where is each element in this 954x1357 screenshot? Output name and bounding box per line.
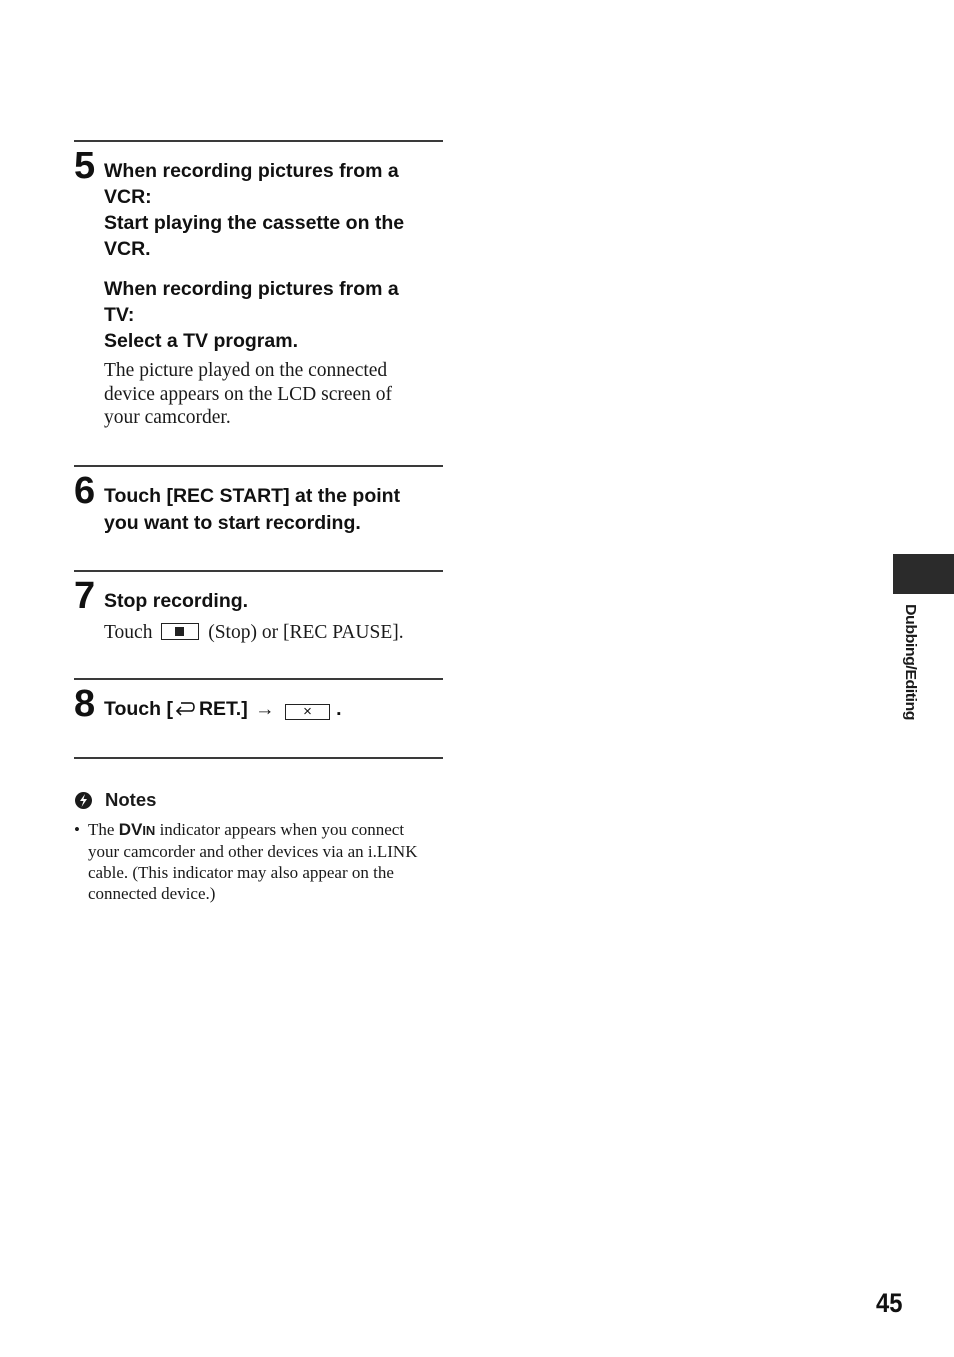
dv-in-indicator-icon: DVIN [118, 820, 156, 839]
step-6-body [104, 483, 443, 537]
return-arrow-icon [173, 699, 199, 725]
step-5-description: The picture played on the connected device appears on the LCD screen of your camcorder. [104, 360, 393, 428]
section-tab-marker [893, 554, 954, 594]
step-8-number: 8 [74, 683, 96, 725]
step-7-description: Touch (Stop) or [REC PAUSE]. [104, 622, 404, 643]
instructions-column [74, 0, 443, 1357]
step-5-vcr-heading: When recording pictures from a VCR: Start playing the cassette on the VCR. [104, 160, 405, 260]
notes-warning-icon [75, 792, 92, 809]
step-8-rule [74, 678, 443, 680]
step-5-number: 5 [74, 145, 96, 187]
steps-end-rule [74, 757, 443, 759]
note-item: • The DVIN indicator appears when you connect your camcorder and other devices via an i.LINK cable. (This indicator may also appear on the connected device.) [74, 820, 418, 903]
step-7-body [104, 588, 443, 645]
step-7-rule [74, 570, 443, 572]
notes-section [74, 789, 443, 919]
step-7-number: 7 [74, 575, 96, 617]
page-number: 45 [876, 1288, 903, 1318]
step-8-heading: Touch [ RET.] → × . [104, 696, 443, 725]
step-5-body [104, 158, 443, 430]
step-5-tv-heading: When recording pictures from a TV: Select a TV program. [104, 278, 399, 352]
step-7-heading: Stop recording. [104, 590, 249, 612]
step-6-rule [74, 465, 443, 467]
arrow-right-icon: → [255, 698, 275, 720]
step-6-heading: Touch [REC START] at the point you want to start recording. [104, 485, 401, 534]
section-label: Dubbing/Editing [902, 604, 918, 721]
step-5-rule [74, 140, 443, 142]
stop-square-icon [161, 623, 199, 640]
notes-heading: Notes [74, 789, 156, 811]
step-8-body [104, 696, 443, 725]
step-6-number: 6 [74, 470, 96, 512]
close-button-icon: × [285, 704, 330, 720]
